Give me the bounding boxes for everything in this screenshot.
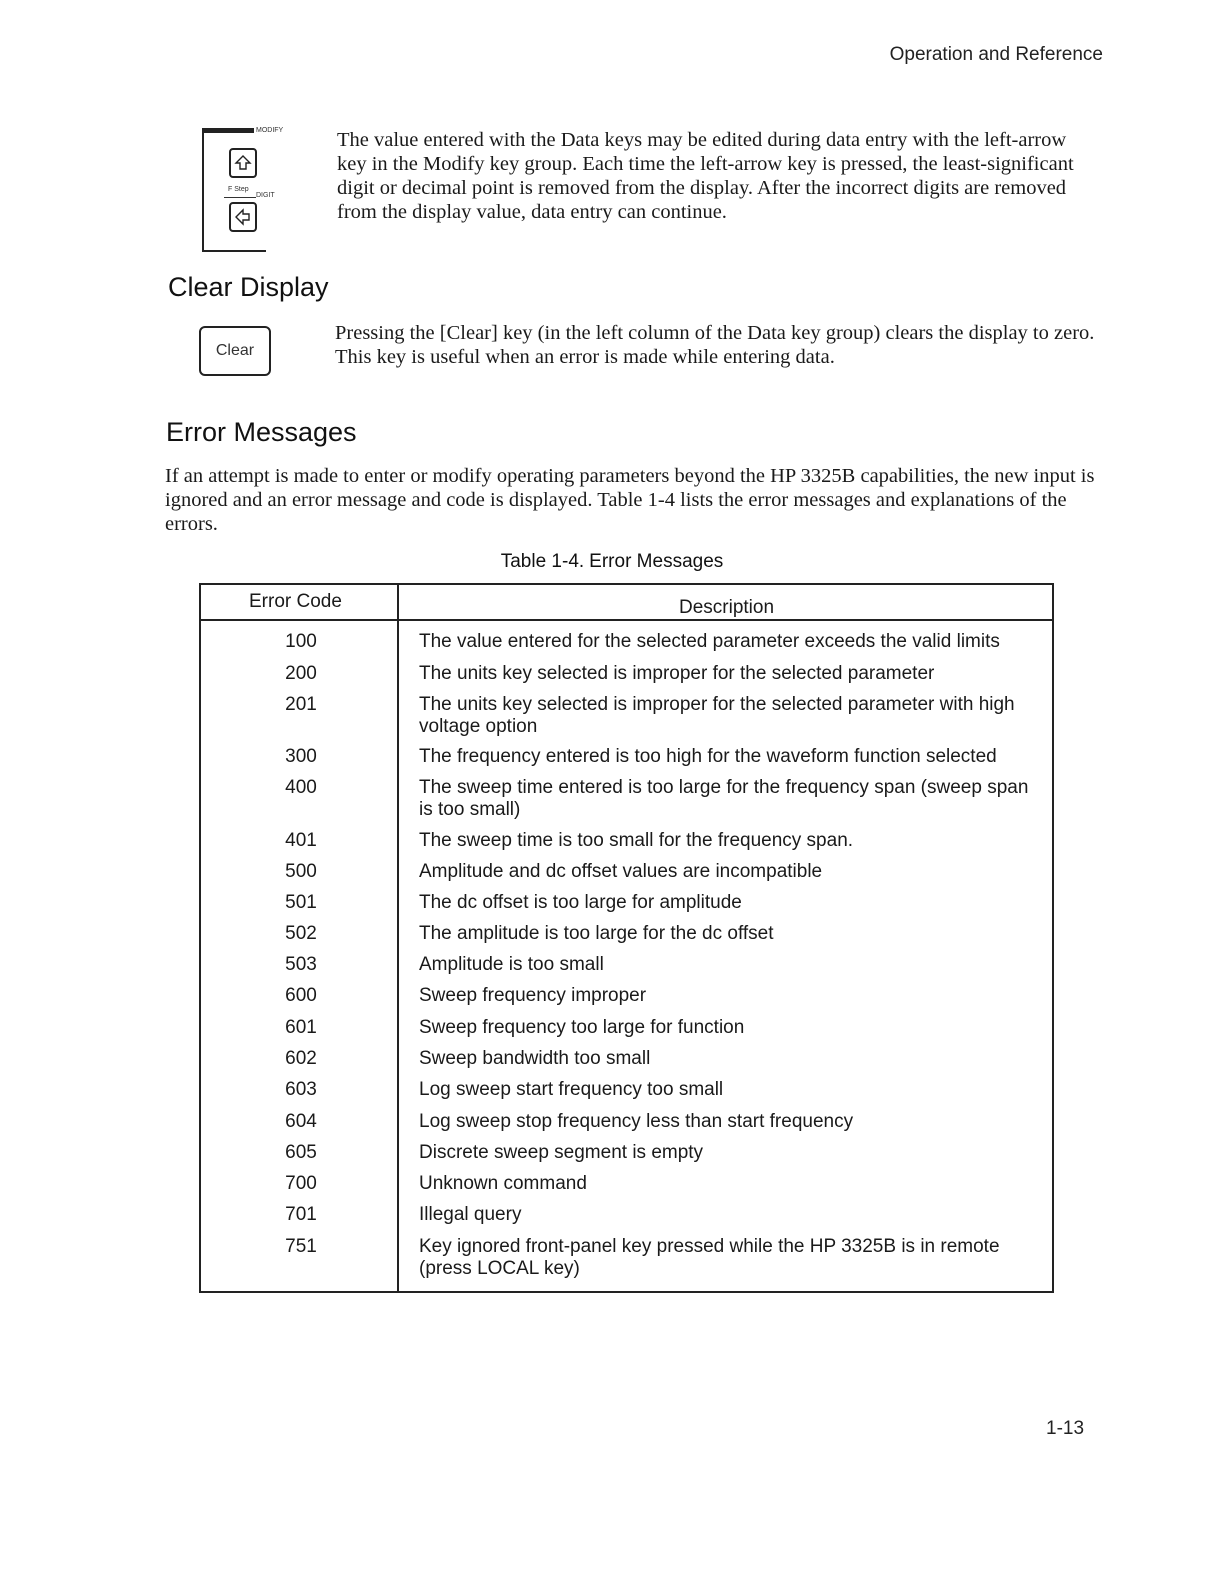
error-code-cell: 751 bbox=[285, 1236, 317, 1257]
table-caption-title: Error Messages bbox=[589, 551, 724, 572]
error-messages-heading: Error Messages bbox=[166, 417, 357, 447]
error-code-cell: 501 bbox=[285, 892, 317, 913]
error-code-cell: 602 bbox=[285, 1048, 317, 1069]
panel-left-line bbox=[202, 128, 204, 252]
error-code-cell: 700 bbox=[285, 1173, 317, 1194]
modify-label: MODIFY bbox=[256, 127, 284, 134]
error-code-cell: 300 bbox=[285, 746, 317, 767]
fstep-underline bbox=[224, 197, 256, 198]
error-code-cell: 605 bbox=[285, 1142, 317, 1163]
error-code-cell: 400 bbox=[285, 777, 317, 798]
error-description-cell: The amplitude is too large for the dc offset bbox=[419, 923, 774, 944]
error-code-cell: 401 bbox=[285, 830, 317, 851]
error-code-cell: 500 bbox=[285, 861, 317, 882]
up-arrow-icon bbox=[234, 154, 252, 172]
error-code-cell: 200 bbox=[285, 663, 317, 684]
clear-display-description: Pressing the [Clear] key (in the left column of the Data key group) clears the display to zero. This key is useful when an error is made while entering data. bbox=[335, 322, 1095, 368]
error-code-cell: 603 bbox=[285, 1079, 317, 1100]
modify-key-panel bbox=[202, 128, 292, 254]
running-header: Operation and Reference bbox=[889, 44, 1103, 65]
fstep-label: F Step bbox=[228, 186, 249, 193]
modify-description: The value entered with the Data keys may be edited during data entry with the left-arrow key in the Modify key group. Each time the left-arrow key is pressed, the least-significant digit or decimal point is removed from the display. After the incorrect digits are removed from the display value, data entry can continue. bbox=[337, 129, 1074, 223]
error-description-cell: Sweep bandwidth too small bbox=[419, 1048, 651, 1069]
clear-key: Clear bbox=[199, 326, 271, 376]
error-description-cell: The dc offset is too large for amplitude bbox=[419, 892, 742, 913]
error-description-cell: Sweep frequency improper bbox=[419, 985, 647, 1006]
error-table bbox=[199, 583, 1054, 1293]
left-arrow-icon bbox=[234, 208, 252, 226]
error-code-cell: 701 bbox=[285, 1204, 317, 1225]
error-code-cell: 601 bbox=[285, 1017, 317, 1038]
error-description-cell: Unknown command bbox=[419, 1173, 587, 1194]
error-description-cell: Amplitude is too small bbox=[419, 954, 604, 975]
error-description-cell: The units key selected is improper for the selected parameter bbox=[419, 663, 935, 684]
clear-display-heading: Clear Display bbox=[168, 272, 329, 302]
error-code-cell: 503 bbox=[285, 954, 317, 975]
error-description-cell: Sweep frequency too large for function bbox=[419, 1017, 745, 1038]
error-description-cell: Key ignored front-panel key pressed while the HP 3325B is in remote (press LOCAL key) bbox=[419, 1236, 1000, 1279]
error-description-cell: The frequency entered is too high for the waveform function selected bbox=[419, 746, 997, 767]
header-divider bbox=[201, 619, 1052, 621]
panel-bottom-line bbox=[202, 250, 266, 252]
error-description-cell: Log sweep start frequency too small bbox=[419, 1079, 724, 1100]
error-code-cell: 604 bbox=[285, 1111, 317, 1132]
page-number: 1-13 bbox=[1046, 1418, 1085, 1439]
error-code-cell: 100 bbox=[285, 631, 317, 652]
error-description-cell: Illegal query bbox=[419, 1204, 522, 1225]
table-caption bbox=[0, 551, 1224, 573]
error-description-cell: Amplitude and dc offset values are incompatible bbox=[419, 861, 823, 882]
error-description-cell: The units key selected is improper for the selected parameter with high voltage option bbox=[419, 694, 1015, 737]
left-arrow-key bbox=[229, 202, 257, 232]
error-code-cell: 600 bbox=[285, 985, 317, 1006]
error-messages-description: If an attempt is made to enter or modify operating parameters beyond the HP 3325B capabilities, the new input is ignored and an error message and code is displayed. Table 1-4 lists the error messages and explanations of the errors. bbox=[165, 465, 1095, 535]
error-code-cell: 502 bbox=[285, 923, 317, 944]
error-code-cell: 201 bbox=[285, 694, 317, 715]
error-description-cell: The value entered for the selected parameter exceeds the valid limits bbox=[419, 631, 1000, 652]
error-description-cell: Log sweep stop frequency less than start frequency bbox=[419, 1111, 854, 1132]
column-header-code: Error Code bbox=[249, 591, 342, 612]
error-description-cell: The sweep time entered is too large for the frequency span (sweep span is too small) bbox=[419, 777, 1029, 820]
panel-top-bar bbox=[202, 128, 254, 133]
column-divider bbox=[397, 585, 399, 1291]
error-description-cell: The sweep time is too small for the frequency span. bbox=[419, 830, 854, 851]
table-caption-label: Table 1-4. bbox=[500, 551, 585, 572]
digit-label: DIGIT bbox=[256, 192, 275, 199]
error-description-cell: Discrete sweep segment is empty bbox=[419, 1142, 704, 1163]
column-header-description: Description bbox=[679, 597, 775, 618]
up-arrow-key bbox=[229, 148, 257, 178]
